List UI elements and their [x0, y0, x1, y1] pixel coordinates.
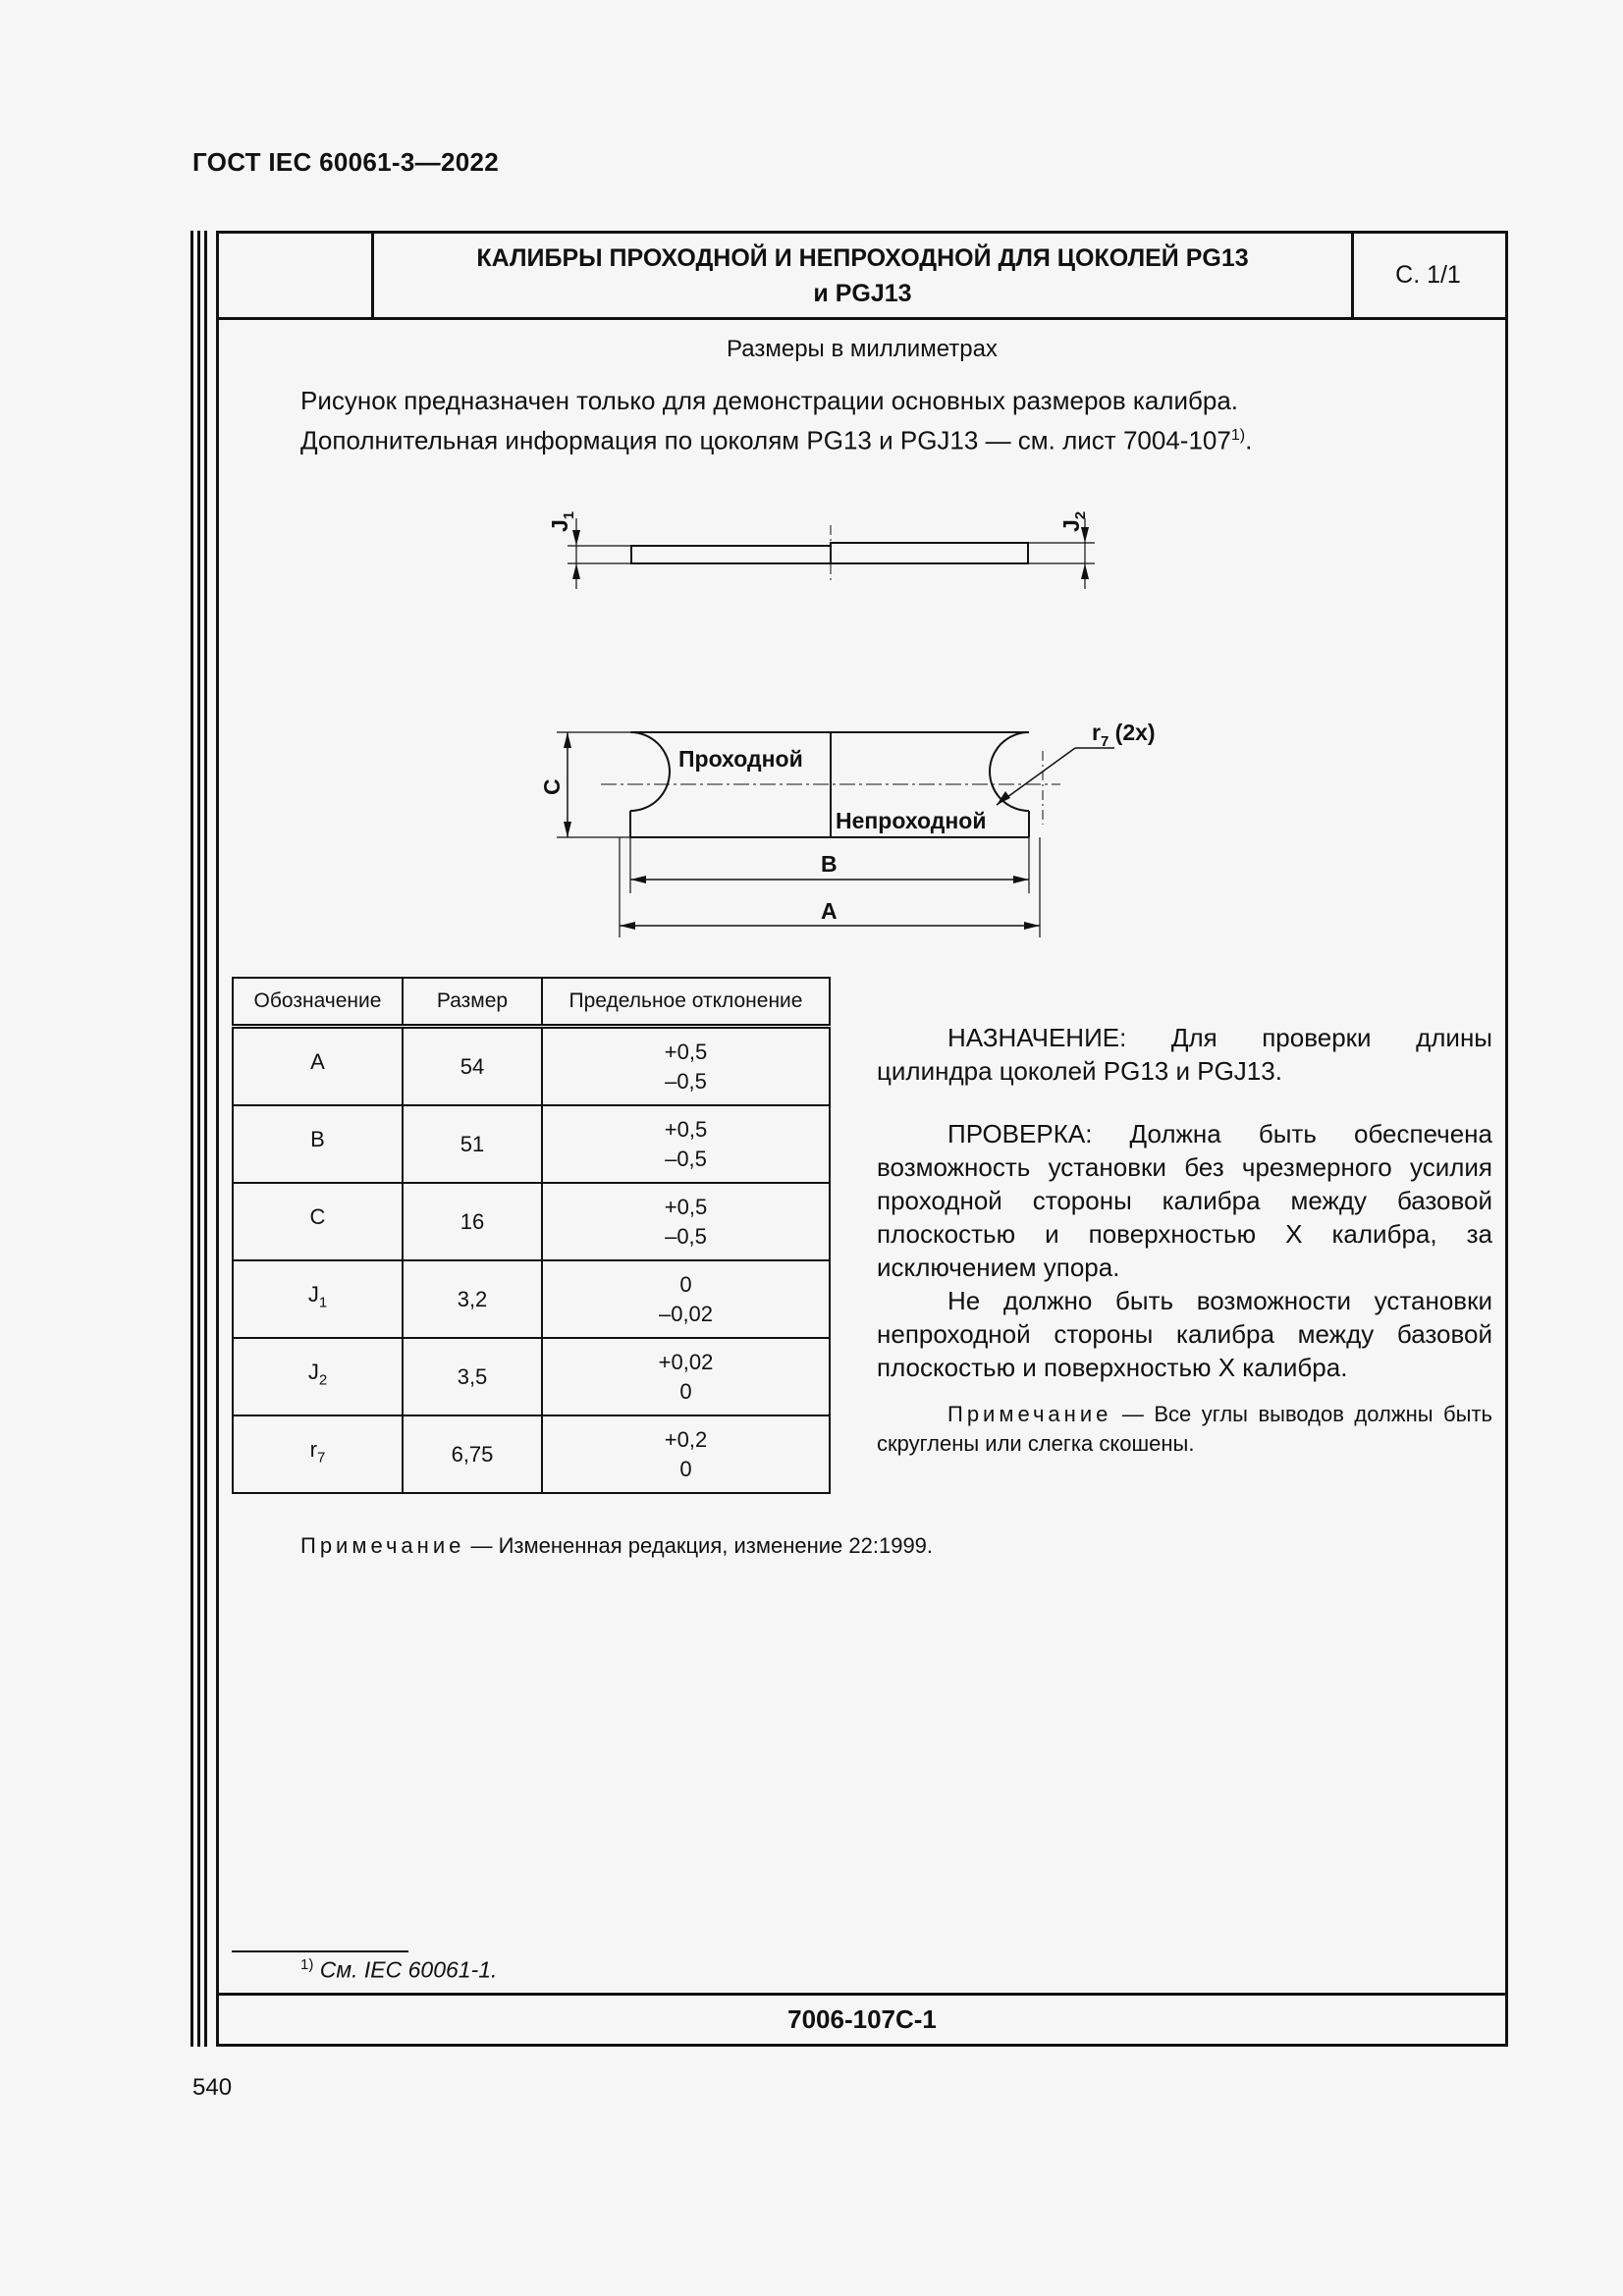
label-b: B — [821, 851, 838, 877]
cell-deviation: +0,5 –0,5 — [542, 1105, 830, 1183]
cell-designation: C — [233, 1183, 403, 1260]
label-j2: $J_2$ — [1058, 510, 1089, 532]
note-label: Примечание — [947, 1402, 1112, 1426]
table-header-row — [233, 978, 830, 1027]
table-row — [233, 1027, 830, 1106]
title-line-2: и PGJ13 — [813, 279, 912, 307]
sheet-number: С. 1/1 — [1395, 261, 1461, 289]
cell-designation: B — [233, 1105, 403, 1183]
header-designation: Обозначение — [233, 978, 403, 1027]
table-row — [233, 1415, 830, 1493]
footnote-mark: 1) — [300, 1956, 314, 1973]
header-deviation: Предельное отклонение — [542, 978, 830, 1027]
cell-deviation: +0,02 0 — [542, 1338, 830, 1415]
purpose-block — [877, 1021, 1492, 1459]
cell-deviation: +0,2 0 — [542, 1415, 830, 1493]
cell-deviation: +0,5 –0,5 — [542, 1183, 830, 1260]
footnote-ref: 1) — [1230, 427, 1246, 444]
cell-size: 51 — [403, 1105, 542, 1183]
intro-line-2-end: . — [1245, 425, 1253, 455]
cell-deviation: +0,5 –0,5 — [542, 1027, 830, 1106]
amendment-note — [300, 1533, 933, 1559]
footnote — [300, 1956, 497, 1984]
document-id: ГОСТ IEC 60061-3—2022 — [192, 147, 499, 177]
gauge-side-view — [568, 518, 1095, 589]
title-line-1: КАЛИБРЫ ПРОХОДНОЙ И НЕПРОХОДНОЙ ДЛЯ ЦОКОЛЕЙ PG13 — [476, 243, 1249, 272]
purpose-paragraph: НАЗНАЧЕНИЕ: Для проверки длины цилиндра цоколей PG13 и PGJ13. — [877, 1023, 1492, 1086]
nogo-paragraph: Не должно быть возможности установки непроходной стороны калибра между базовой плоскостью и поверхностью X калибра. — [877, 1286, 1492, 1382]
footnote-separator — [232, 1950, 408, 1952]
dimensions-table — [232, 977, 831, 1494]
label-go: Проходной — [678, 746, 803, 772]
note-text: — Измененная редакция, изменение 22:1999. — [464, 1533, 934, 1558]
table-row — [233, 1105, 830, 1183]
cell-designation: $r_7$ — [233, 1415, 403, 1493]
intro-line-2-text: Дополнительная информация по цоколям PG13 и PGJ13 — см. лист 7004-107 — [300, 425, 1231, 455]
label-j1: $J_1$ — [547, 510, 577, 532]
cell-deviation: 0 –0,02 — [542, 1260, 830, 1338]
footnote-text: См. IEC 60061-1. — [313, 1956, 498, 1983]
header-size: Размер — [403, 978, 542, 1027]
cell-size: 16 — [403, 1183, 542, 1260]
label-c: C — [539, 778, 565, 795]
sheet-code: 7006-107C-1 — [219, 1993, 1505, 2044]
units-note: Размеры в миллиметрах — [727, 336, 998, 362]
note-text: — Все углы выводов должны быть скруглены или слегка скошены. — [877, 1402, 1492, 1456]
check-paragraph: ПРОВЕРКА: Должна быть обеспечена возможность установки без чрезмерного усилия проходной стороны калибра между базовой плоскостью и поверхностью X калибра, за исключением упора. — [877, 1119, 1492, 1282]
cell-size: 54 — [403, 1027, 542, 1106]
note-label: Примечание — [300, 1533, 465, 1558]
table-row — [233, 1183, 830, 1260]
label-r7: $r_7$ (2x) — [1092, 720, 1156, 750]
table-row — [233, 1338, 830, 1415]
cell-size: 3,5 — [403, 1338, 542, 1415]
cell-designation: $J_2$ — [233, 1338, 403, 1415]
intro-line-1: Рисунок предназначен только для демонстрации основных размеров калибра. — [300, 386, 1239, 415]
cell-designation: A — [233, 1027, 403, 1106]
cell-size: 3,2 — [403, 1260, 542, 1338]
label-a: A — [821, 898, 838, 924]
cell-size: 6,75 — [403, 1415, 542, 1493]
label-nogo: Непроходной — [836, 808, 987, 833]
purpose-note — [877, 1400, 1492, 1459]
page-number: 540 — [192, 2074, 233, 2101]
table-row — [233, 1260, 830, 1338]
cell-designation: $J_1$ — [233, 1260, 403, 1338]
